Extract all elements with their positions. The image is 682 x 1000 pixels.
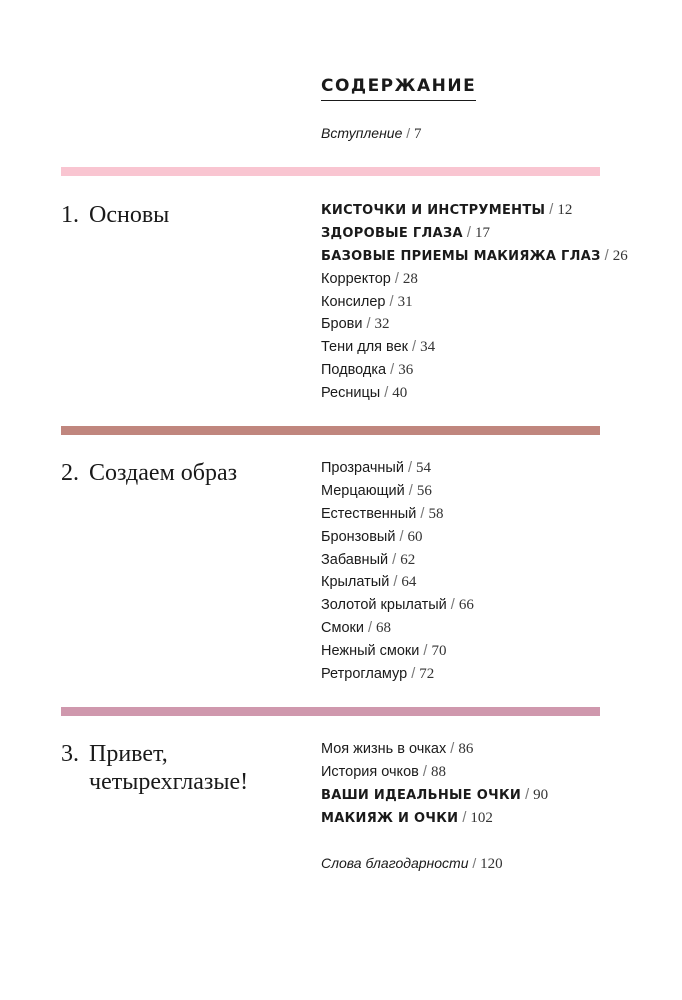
- entry-separator: /: [472, 855, 477, 871]
- entry-page-number: 58: [428, 505, 444, 522]
- entry-page-number: 70: [431, 643, 447, 660]
- chapter-divider-bar: [61, 426, 600, 435]
- toc-entry[interactable]: [321, 359, 628, 382]
- entry-separator: /: [384, 385, 389, 402]
- chapter-entries-list: [321, 199, 628, 405]
- toc-entry[interactable]: [321, 313, 628, 336]
- toc-intro-entry[interactable]: [321, 125, 422, 143]
- entry-label: Прозрачный: [321, 460, 404, 476]
- toc-entry[interactable]: [321, 503, 474, 526]
- entry-page-number: 120: [480, 856, 503, 872]
- entry-separator: /: [450, 741, 455, 757]
- chapter-divider-bar: [61, 167, 600, 176]
- entry-separator: /: [462, 809, 467, 826]
- entry-separator: /: [604, 247, 609, 264]
- toc-entry[interactable]: [321, 807, 548, 830]
- chapter-heading: [61, 740, 248, 796]
- chapter-heading: [61, 459, 237, 487]
- entry-label: Подводка: [321, 362, 387, 379]
- toc-entry[interactable]: [321, 268, 628, 291]
- toc-entry[interactable]: [321, 222, 628, 245]
- entry-label: МАКИЯЖ И ОЧКИ: [321, 810, 459, 826]
- entry-page-number: 12: [557, 202, 573, 218]
- entry-page-number: 54: [416, 460, 432, 476]
- toc-acknowledgements-entry[interactable]: [321, 855, 503, 873]
- entry-separator: /: [367, 620, 373, 637]
- entry-label: Брови: [321, 316, 363, 333]
- chapter-title-line2: четырехглазые!: [89, 769, 249, 795]
- entry-page-number: 17: [474, 224, 490, 241]
- entry-page-number: 36: [398, 362, 414, 379]
- entry-label: Ресницы: [321, 385, 381, 402]
- entry-page-number: 68: [376, 620, 392, 637]
- entry-page-number: 86: [458, 741, 474, 757]
- entry-separator: /: [412, 339, 417, 356]
- chapter-divider-bar: [61, 707, 600, 716]
- entry-label: Моя жизнь в очках: [321, 741, 447, 757]
- entry-label: ВАШИ ИДЕАЛЬНЫЕ ОЧКИ: [321, 787, 522, 803]
- entry-separator: /: [420, 505, 425, 522]
- chapter-title: Привет,: [89, 741, 168, 767]
- entry-label: Вступление: [321, 125, 403, 141]
- entry-separator: /: [393, 574, 398, 591]
- entry-separator: /: [422, 763, 427, 780]
- chapter-title: Создаем образ: [89, 460, 238, 486]
- entry-page-number: 88: [430, 763, 446, 780]
- page-title: СОДЕРЖАНИЕ: [321, 76, 476, 101]
- chapter-number: 1.: [61, 202, 79, 228]
- entry-label: Смоки: [321, 620, 364, 637]
- entry-separator: /: [408, 482, 413, 499]
- toc-entry[interactable]: [321, 640, 474, 663]
- entry-label: КИСТОЧКИ И ИНСТРУМЕНТЫ: [321, 203, 546, 218]
- toc-entry[interactable]: [321, 457, 474, 480]
- entry-page-number: 40: [392, 385, 408, 402]
- chapter-number: 2.: [61, 460, 79, 486]
- entry-page-number: 32: [374, 316, 390, 333]
- entry-separator: /: [466, 224, 471, 241]
- entry-page-number: 28: [402, 270, 418, 287]
- entry-separator: /: [399, 528, 404, 545]
- toc-entry[interactable]: [321, 617, 474, 640]
- entry-separator: /: [525, 786, 530, 803]
- toc-entry[interactable]: [321, 571, 474, 594]
- entry-separator: /: [366, 316, 371, 333]
- toc-entry[interactable]: [321, 291, 628, 314]
- entry-label: Ретрогламур: [321, 666, 408, 683]
- toc-entry[interactable]: [321, 738, 548, 761]
- entry-page-number: 7: [414, 126, 422, 142]
- entry-separator: /: [407, 460, 412, 476]
- entry-label: ЗДОРОВЫЕ ГЛАЗА: [321, 225, 463, 241]
- toc-entry[interactable]: [321, 663, 474, 686]
- entry-page-number: 64: [401, 574, 417, 591]
- entry-separator: /: [423, 643, 428, 660]
- toc-entry[interactable]: [321, 480, 474, 503]
- entry-page-number: 60: [407, 528, 423, 545]
- chapter-entries-list: [321, 457, 474, 686]
- entry-label: Забавный: [321, 551, 389, 568]
- entry-label: Нежный смоки: [321, 643, 420, 660]
- entry-page-number: 62: [400, 551, 416, 568]
- entry-page-number: 90: [533, 786, 549, 803]
- entry-separator: /: [390, 362, 395, 379]
- chapter-title: Основы: [89, 202, 170, 228]
- toc-entry[interactable]: [321, 761, 548, 784]
- toc-entry[interactable]: [321, 245, 628, 268]
- toc-entry[interactable]: [321, 549, 474, 572]
- entry-label: Крылатый: [321, 574, 390, 591]
- entry-label: Золотой крылатый: [321, 597, 447, 614]
- toc-entry[interactable]: [321, 594, 474, 617]
- chapter-entries-list: [321, 738, 548, 830]
- entry-separator: /: [450, 597, 455, 614]
- entry-label: Слова благодарности: [321, 855, 469, 871]
- entry-separator: /: [406, 125, 411, 141]
- entry-label: Тени для век: [321, 339, 408, 356]
- entry-label: БАЗОВЫЕ ПРИЕМЫ МАКИЯЖА ГЛАЗ: [321, 248, 601, 264]
- entry-label: Бронзовый: [321, 528, 396, 545]
- entry-label: Мерцающий: [321, 482, 405, 499]
- entry-page-number: 102: [470, 809, 493, 826]
- entry-label: История очков: [321, 763, 419, 780]
- entry-separator: /: [394, 270, 399, 287]
- toc-entry[interactable]: [321, 784, 548, 807]
- entry-page-number: 31: [397, 293, 413, 310]
- entry-label: Корректор: [321, 270, 391, 287]
- entry-page-number: 56: [416, 482, 432, 499]
- toc-entry[interactable]: [321, 382, 628, 405]
- chapter-number: 3.: [61, 741, 79, 767]
- entry-page-number: 26: [612, 247, 628, 264]
- entry-page-number: 72: [419, 666, 435, 683]
- toc-entry[interactable]: [321, 336, 628, 359]
- entry-page-number: 66: [458, 597, 474, 614]
- entry-separator: /: [389, 293, 394, 310]
- entry-separator: /: [549, 202, 554, 218]
- entry-label: Консилер: [321, 293, 386, 310]
- entry-separator: /: [392, 551, 397, 568]
- chapter-heading: [61, 201, 169, 229]
- toc-entry[interactable]: [321, 199, 628, 222]
- entry-label: Естественный: [321, 505, 417, 522]
- entry-separator: /: [411, 666, 416, 683]
- toc-entry[interactable]: [321, 526, 474, 549]
- entry-page-number: 34: [420, 339, 436, 356]
